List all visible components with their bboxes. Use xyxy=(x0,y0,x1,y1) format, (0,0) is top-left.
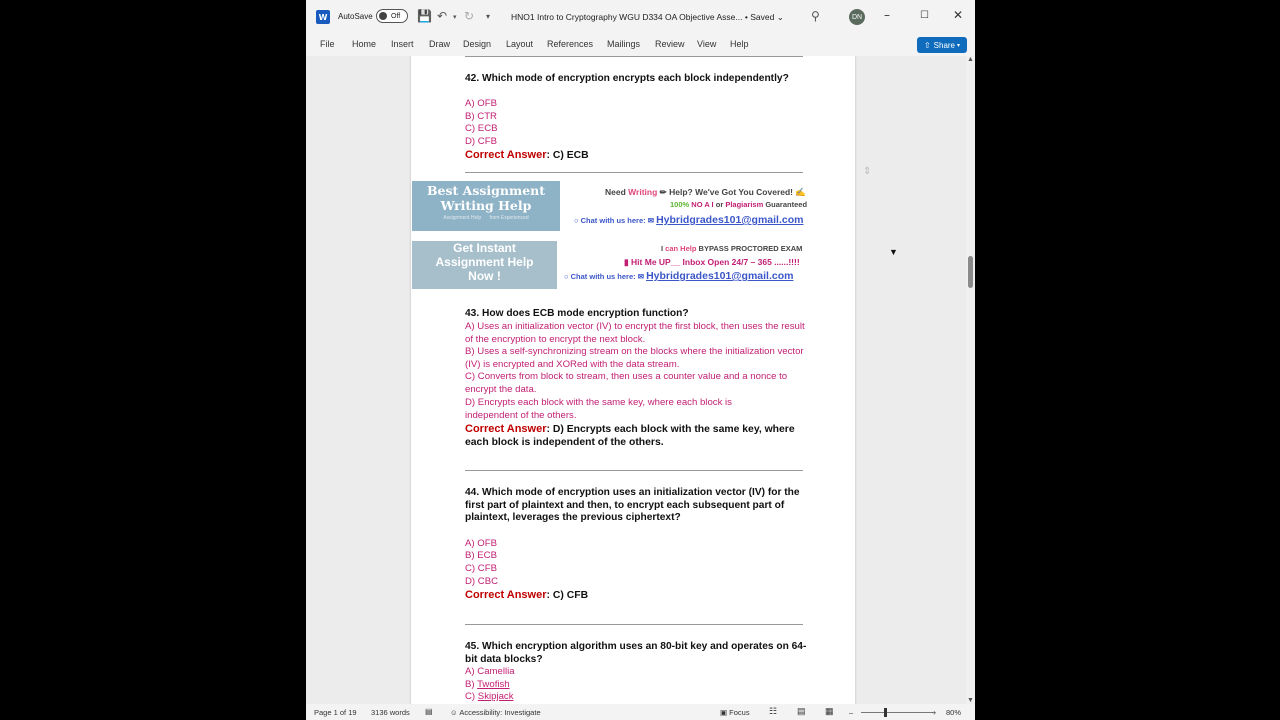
promo-writing: Writing xyxy=(628,187,658,197)
toggle-knob-icon xyxy=(379,12,387,20)
word-count[interactable]: 3136 words xyxy=(371,708,410,717)
zoom-slider-knob[interactable] xyxy=(884,708,887,717)
q44-option-d: D) CBC xyxy=(465,576,499,587)
page-count[interactable]: Page 1 of 19 xyxy=(314,708,357,717)
scrollbar-thumb[interactable] xyxy=(968,256,973,288)
tab-references[interactable]: References xyxy=(547,39,594,49)
promo2-i: I xyxy=(661,244,666,253)
answer-text: : C) ECB xyxy=(546,150,589,161)
status-bar xyxy=(306,704,975,720)
q45-option-b xyxy=(465,679,810,692)
divider xyxy=(465,56,803,57)
promo-image-small-right: from Experienced xyxy=(489,215,529,221)
saved-status: Saved xyxy=(750,12,775,22)
print-layout-icon[interactable]: ▤ xyxy=(797,706,806,716)
promo-image xyxy=(412,181,560,231)
promo-plagiarism: Plagiarism xyxy=(725,200,764,209)
q45-option-c-prefix: C) xyxy=(465,691,478,702)
save-icon[interactable]: 💾 xyxy=(417,9,432,23)
share-icon: ⇧ xyxy=(923,40,931,50)
tab-insert[interactable]: Insert xyxy=(391,39,414,49)
q42-answer xyxy=(465,149,810,163)
q43-answer xyxy=(465,423,805,449)
q43-option-b: B) Uses a self-synchronizing stream on the blocks where the initialization vector (IV) is encrypted and XORed with the data stream. xyxy=(465,346,804,370)
share-label: Share xyxy=(933,40,956,50)
promo-chat-line xyxy=(574,214,803,226)
promo2-chat-line xyxy=(564,270,793,282)
zoom-level[interactable]: 80% xyxy=(946,708,962,717)
promo-banner-2 xyxy=(412,241,854,291)
question-42: 42. Which mode of encryption encrypts each block independently? xyxy=(465,73,789,84)
answer-text: : C) CFB xyxy=(546,590,589,601)
autosave-state: Off xyxy=(391,12,401,20)
correct-answer-label: Correct Answer xyxy=(465,423,547,435)
promo2-bypass xyxy=(661,244,802,253)
document-title-text: HNO1 Intro to Cryptography WGU D334 OA Objective Asse... xyxy=(511,12,743,22)
minimize-icon[interactable]: – xyxy=(884,8,890,22)
undo-icon[interactable]: ↶ xyxy=(437,9,448,23)
tab-layout[interactable]: Layout xyxy=(506,39,534,49)
email-icon: ✉ xyxy=(647,216,657,225)
autosave-toggle[interactable] xyxy=(376,9,408,23)
tab-home[interactable]: Home xyxy=(352,39,377,49)
undo-dropdown-icon[interactable]: ▾ xyxy=(453,13,457,21)
promo-or: or xyxy=(713,200,726,209)
chevron-down-icon: ⌄ xyxy=(776,12,784,22)
question-43: 43. How does ECB mode encryption function? xyxy=(465,308,689,319)
promo2-can-help: can Help xyxy=(665,244,697,253)
document-canvas[interactable] xyxy=(306,56,966,704)
promo2-hit-me-up xyxy=(624,257,800,268)
read-mode-icon[interactable]: ☷ xyxy=(769,706,778,716)
word-window xyxy=(306,0,975,720)
vertical-scrollbar[interactable] xyxy=(966,56,975,704)
avatar[interactable]: DN xyxy=(849,9,865,25)
scroll-down-icon[interactable]: ▼ xyxy=(967,697,974,704)
tab-mailings[interactable]: Mailings xyxy=(607,39,641,49)
promo-help: ✏ Help? We've Got You Covered! ✍ xyxy=(657,187,806,197)
question-44: 44. Which mode of encryption uses an initialization vector (IV) for the first part of plaintext and then, to encrypt each subsequent part of plaintext, leverages the previous ciphertext? xyxy=(465,487,800,524)
promo-guaranteed: Guaranteed xyxy=(763,200,808,209)
accessibility-icon: ☺ xyxy=(450,708,460,717)
zoom-slider[interactable] xyxy=(861,712,933,713)
promo2-line-1: Get Instant xyxy=(453,241,516,255)
correct-answer-label: Correct Answer xyxy=(465,589,547,601)
title-bar xyxy=(306,0,975,34)
q45-option-b-word: Twofish xyxy=(477,679,510,690)
promo2-bypass-text: BYPASS PROCTORED EXAM xyxy=(696,244,803,253)
q43-option-a: A) Uses an initialization vector (IV) to encrypt the first block, then uses the result of the encryption to encrypt the next block. xyxy=(465,321,805,345)
maximize-icon[interactable]: ☐ xyxy=(920,10,929,21)
q42-option-c: C) ECB xyxy=(465,123,498,134)
focus-label: Focus xyxy=(729,708,750,717)
chat-label: ○ Chat with us here: xyxy=(564,272,638,281)
promo-percent: 100% xyxy=(670,200,692,209)
promo2-line-2: Assignment Help xyxy=(435,255,534,269)
zoom-out-icon[interactable]: – xyxy=(849,708,854,717)
accessibility-label: Accessibility: Investigate xyxy=(459,708,541,717)
share-button[interactable] xyxy=(917,37,967,53)
promo2-line-3: Now ! xyxy=(468,269,501,283)
customize-toolbar-icon[interactable]: ▾ xyxy=(486,12,491,21)
phone-icon: ▮ xyxy=(624,257,632,267)
chevron-down-icon: ▾ xyxy=(957,42,961,49)
resize-handle-icon[interactable]: ⇕ xyxy=(863,166,872,177)
answer-text: : D) Encrypts each block with the same key, where each block is independent of the others. xyxy=(465,424,795,448)
q45-option-b-prefix: B) xyxy=(465,679,478,690)
q45-option-c-word: Skipjack xyxy=(477,691,514,702)
q42-option-d: D) CFB xyxy=(465,136,497,147)
focus-button[interactable] xyxy=(720,708,750,717)
divider xyxy=(465,172,803,173)
promo-line-1 xyxy=(605,187,806,198)
accessibility-status[interactable] xyxy=(450,708,541,717)
promo-banner-1 xyxy=(412,181,854,231)
q43-option-d: D) Encrypts each block with the same key, where each block is independent of the others. xyxy=(465,397,732,421)
q44-option-a: A) OFB xyxy=(465,538,497,549)
email-link[interactable]: Hybridgrades101@gmail.com xyxy=(646,270,794,282)
promo-image-text: Best Assignment Writing Help xyxy=(426,183,546,213)
document-page[interactable] xyxy=(411,56,855,704)
promo-need: Need xyxy=(605,187,629,197)
q45-option-c xyxy=(465,691,810,704)
search-icon[interactable]: ⚲ xyxy=(811,9,820,23)
divider xyxy=(465,470,803,471)
correct-answer-label: Correct Answer xyxy=(465,149,547,161)
email-icon: ✉ xyxy=(637,272,647,281)
promo-image-small-left: Assignment Help xyxy=(443,215,482,221)
proofing-icon[interactable]: ▤ xyxy=(425,707,433,716)
promo-no-ai: NO A I xyxy=(691,200,714,209)
promo2-hit-text: Hit Me UP__ Inbox Open 24/7 – 365 ......!!!! xyxy=(631,257,800,267)
tab-view[interactable]: View xyxy=(697,39,717,49)
redo-icon[interactable]: ↻ xyxy=(464,9,475,23)
chat-label: ○ Chat with us here: xyxy=(574,216,648,225)
q43-option-c: C) Converts from block to stream, then uses a counter value and a nonce to encrypt the data. xyxy=(465,371,788,395)
autosave-label: AutoSave xyxy=(338,12,373,21)
zoom-in-icon[interactable]: + xyxy=(932,708,937,717)
tab-draw[interactable]: Draw xyxy=(429,39,451,49)
q45-option-a: A) Camellia xyxy=(465,666,515,677)
document-title[interactable]: HNO1 Intro to Cryptography WGU D334 OA Objective Asse... • Saved ⌄ xyxy=(511,12,784,22)
tab-design[interactable]: Design xyxy=(463,39,492,49)
q42-option-a: A) OFB xyxy=(465,98,497,109)
q44-option-b: B) ECB xyxy=(465,550,497,561)
promo-image-2 xyxy=(412,241,557,289)
web-layout-icon[interactable]: ▦ xyxy=(825,706,834,716)
tab-review[interactable]: Review xyxy=(655,39,685,49)
mouse-cursor-icon: ▼ xyxy=(889,247,898,257)
q44-answer xyxy=(465,589,810,603)
q44-option-c: C) CFB xyxy=(465,563,497,574)
close-icon[interactable]: ✕ xyxy=(953,8,964,22)
focus-icon: ▣ xyxy=(720,708,730,717)
divider xyxy=(465,624,803,625)
q42-option-b: B) CTR xyxy=(465,111,497,122)
tab-help[interactable]: Help xyxy=(730,39,749,49)
scroll-up-icon[interactable]: ▲ xyxy=(967,56,974,63)
promo-line-2 xyxy=(670,200,807,209)
email-link[interactable]: Hybridgrades101@gmail.com xyxy=(656,214,804,226)
word-app-icon: W xyxy=(316,10,330,24)
ribbon-tabs xyxy=(306,34,975,56)
tab-file[interactable]: File xyxy=(320,39,335,49)
question-45: 45. Which encryption algorithm uses an 80-bit key and operates on 64-bit data blocks? xyxy=(465,641,807,665)
